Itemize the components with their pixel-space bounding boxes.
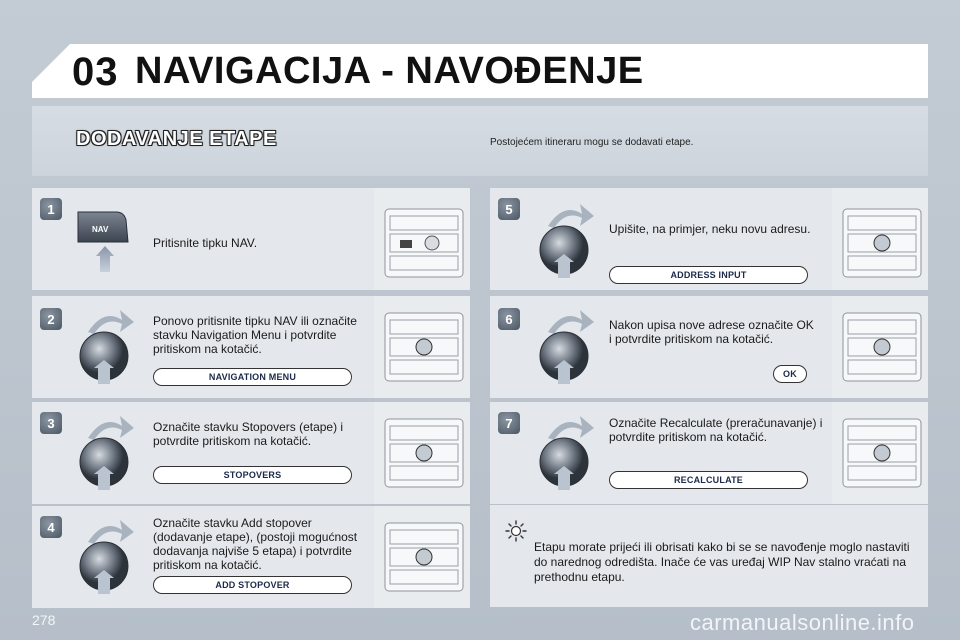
rotary-knob-icon	[536, 198, 596, 282]
watermark: carmanualsonline.info	[690, 610, 915, 635]
step-number-6: 6	[498, 308, 520, 330]
intro-text: Postojećem itineraru mogu se dodavati etape.	[490, 137, 694, 148]
chapter-number: 03	[72, 50, 119, 94]
add-stopover-label: ADD STOPOVER	[153, 576, 352, 594]
note-text: Etapu morate prijeći ili obrisati kako bi se se navođenje moglo nastaviti do narednog odredišta. Inače će vas uređaj WIP Nav stalno vraćati na prethodnu etapu.	[534, 540, 910, 584]
step-1-text: Pritisnite tipku NAV.	[153, 236, 258, 250]
lightbulb-icon	[505, 520, 527, 542]
nav-key-label: NAV	[92, 225, 109, 234]
step-number-3: 3	[40, 412, 62, 434]
step-number-2: 2	[40, 308, 62, 330]
rotary-knob-icon	[76, 304, 136, 388]
rotary-knob-icon	[76, 514, 136, 598]
step-5-text: Upišite, na primjer, neku novu adresu.	[609, 222, 811, 236]
rotary-knob-icon	[536, 410, 596, 494]
step-3-text: Označite stavku Stopovers (etape) i potvrdite pritiskom na kotačić.	[153, 420, 344, 448]
section-title: DODAVANJE ETAPE	[76, 128, 277, 150]
radio-panel-image-7	[842, 418, 922, 488]
radio-panel-image-4	[384, 522, 464, 592]
nav-key-icon	[76, 206, 132, 272]
step-7-text: Označite Recalculate (preračunavanje) i potvrdite pritiskom na kotačić.	[609, 416, 823, 444]
step-number-7: 7	[498, 412, 520, 434]
step-4-text: Označite stavku Add stopover (dodavanje etape), (postoji mogućnost dodavanja najviše 5 etapa) i potvrdite pritiskom na kotačić.	[153, 516, 358, 572]
page-number: 278	[32, 612, 56, 628]
radio-panel-image-5	[842, 208, 922, 278]
step-number-1: 1	[40, 198, 62, 220]
radio-panel-image-2	[384, 312, 464, 382]
step-6-text: Nakon upisa nove adrese označite OK i potvrdite pritiskom na kotačić.	[609, 318, 814, 346]
step-number-5: 5	[498, 198, 520, 220]
navigation-menu-label: NAVIGATION MENU	[153, 368, 352, 386]
address-input-label: ADDRESS INPUT	[609, 266, 808, 284]
rotary-knob-icon	[76, 410, 136, 494]
radio-panel-image-6	[842, 312, 922, 382]
step-2-text: Ponovo pritisnite tipku NAV ili označite stavku Navigation Menu i potvrdite pritiskom na kotačić.	[153, 314, 357, 356]
radio-panel-image-1	[384, 208, 464, 278]
stopovers-label: STOPOVERS	[153, 466, 352, 484]
ok-label: OK	[773, 365, 807, 383]
step-number-4: 4	[40, 516, 62, 538]
page-title: NAVIGACIJA - NAVOĐENJE	[135, 50, 644, 92]
recalculate-label: RECALCULATE	[609, 471, 808, 489]
rotary-knob-icon	[536, 304, 596, 388]
radio-panel-image-3	[384, 418, 464, 488]
